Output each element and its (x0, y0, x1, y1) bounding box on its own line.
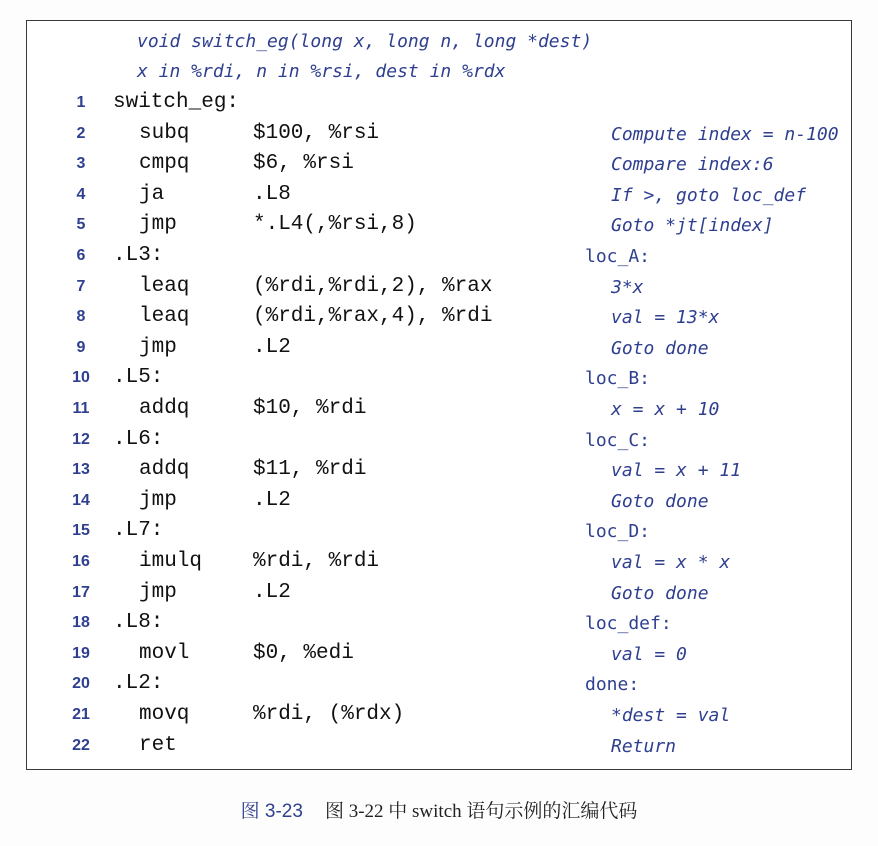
c-comment: val = 13*x (611, 307, 720, 329)
figure-caption (0, 796, 878, 823)
asm-opcode: jmp (139, 488, 177, 512)
line-number: 3 (76, 155, 86, 173)
c-comment: Goto done (611, 582, 709, 604)
line-number: 6 (76, 247, 86, 264)
asm-operands: $100, %rsi (253, 121, 380, 145)
c-comment: If >, goto loc_def (611, 184, 807, 206)
line-number: 11 (72, 400, 90, 417)
asm-operands: %rdi, (%rdx) (253, 703, 405, 726)
line-number: 20 (72, 675, 90, 693)
line-number: 18 (72, 614, 90, 632)
c-comment: Goto done (611, 337, 709, 359)
register-assignment: x in %rdi, n in %rsi, dest in %rdx (137, 61, 506, 82)
line-number: 15 (72, 522, 90, 540)
line-number: 17 (72, 583, 90, 601)
c-label: loc_C: (585, 429, 651, 451)
line-number: 4 (76, 185, 86, 203)
c-comment: 3*x (611, 276, 644, 298)
c-label: loc_B: (585, 368, 651, 390)
line-number: 14 (72, 491, 90, 509)
asm-label: .L2: (113, 672, 164, 696)
c-comment: Compare index:6 (611, 154, 774, 176)
c-comment: val = x * x (611, 552, 731, 573)
line-number: 8 (76, 308, 86, 326)
asm-opcode: cmpq (139, 152, 190, 176)
c-label: loc_def: (585, 613, 672, 635)
line-number: 7 (76, 277, 86, 295)
line-number: 10 (72, 369, 90, 387)
asm-operands: *.L4(,%rsi,8) (253, 213, 417, 237)
asm-label: .L5: (113, 366, 164, 390)
asm-label: .L6: (113, 427, 164, 451)
c-comment: Goto *jt[index] (611, 215, 774, 237)
asm-opcode: movq (139, 703, 190, 726)
asm-opcode: ret (139, 733, 177, 757)
line-number: 22 (72, 736, 90, 754)
c-label: loc_A: (585, 246, 651, 267)
asm-label: .L7: (113, 519, 164, 543)
function-signature: void switch_eg(long x, long n, long *dest) (137, 31, 593, 52)
c-label: loc_D: (585, 521, 651, 543)
line-number: 9 (76, 338, 86, 356)
asm-operands: %rdi, %rdi (253, 550, 380, 573)
asm-label: .L8: (113, 611, 164, 635)
asm-operands: .L2 (253, 488, 291, 512)
c-comment: Return (611, 735, 677, 757)
asm-operands: .L2 (253, 580, 291, 604)
asm-opcode: imulq (139, 550, 203, 573)
asm-opcode: leaq (139, 274, 190, 298)
c-comment: val = x + 11 (611, 460, 742, 482)
line-number: 12 (72, 430, 90, 448)
c-label: done: (585, 674, 640, 696)
c-comment: val = 0 (611, 643, 687, 665)
caption-text: 图 3-22 中 switch 语句示例的汇编代码 (324, 801, 638, 822)
asm-opcode: leaq (139, 305, 190, 329)
asm-opcode: movl (139, 641, 190, 665)
asm-opcode: jmp (139, 335, 177, 359)
asm-opcode: jmp (139, 213, 177, 237)
asm-label: .L3: (113, 244, 164, 267)
asm-operands: (%rdi,%rax,4), %rdi (253, 305, 493, 329)
asm-opcode: subq (139, 121, 190, 145)
asm-operands: $10, %rdi (253, 397, 367, 420)
asm-operands: (%rdi,%rdi,2), %rax (253, 274, 493, 298)
asm-label: switch_eg: (113, 91, 240, 114)
line-number: 2 (76, 124, 86, 142)
asm-opcode: ja (139, 182, 165, 206)
asm-opcode: jmp (139, 580, 177, 604)
line-number: 5 (76, 216, 86, 234)
line-number: 13 (72, 461, 90, 479)
asm-operands: $6, %rsi (253, 152, 354, 176)
code-listing-frame (26, 20, 852, 770)
figure-number: 图 3-23 (240, 801, 303, 822)
line-number: 1 (76, 94, 86, 111)
asm-opcode: addq (139, 458, 190, 482)
c-comment: Compute index = n-100 (611, 123, 839, 145)
line-number: 19 (72, 644, 90, 662)
asm-operands: .L8 (253, 182, 291, 206)
line-number: 21 (72, 706, 90, 723)
c-comment: x = x + 10 (611, 399, 720, 420)
asm-operands: .L2 (253, 335, 291, 359)
asm-opcode: addq (139, 397, 190, 420)
asm-operands: $0, %edi (253, 641, 354, 665)
c-comment: *dest = val (611, 705, 731, 726)
line-number: 16 (72, 553, 90, 570)
c-comment: Goto done (611, 490, 709, 512)
asm-operands: $11, %rdi (253, 458, 367, 482)
